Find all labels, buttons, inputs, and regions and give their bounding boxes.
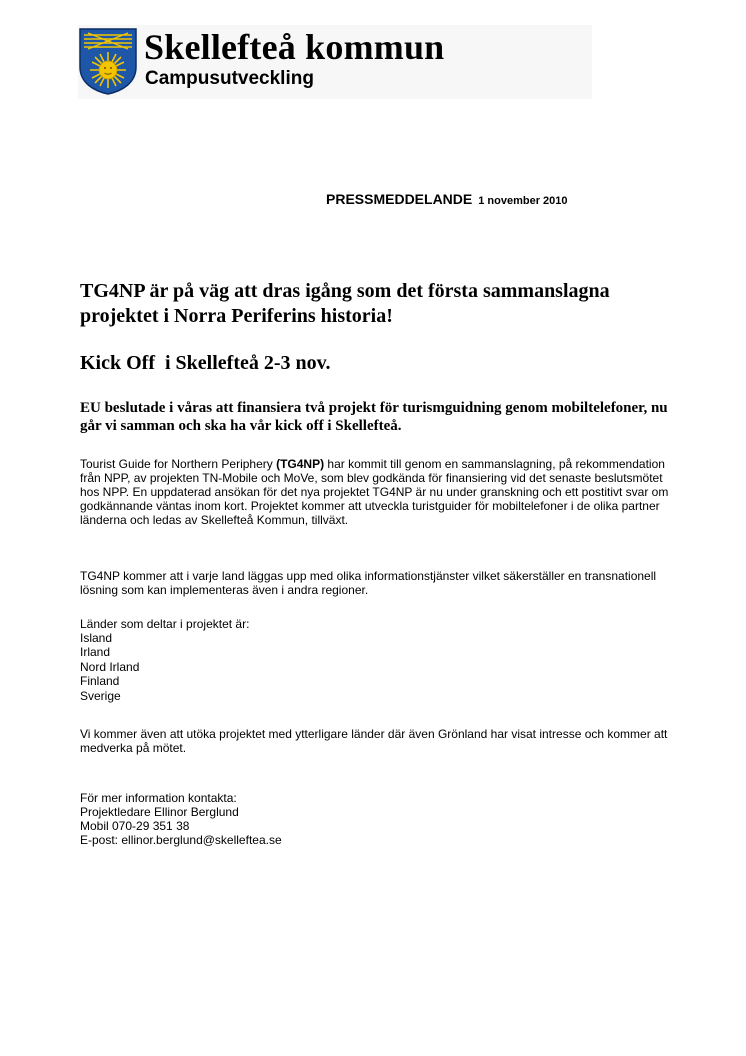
press-release-label: PRESSMEDDELANDE [326,191,473,207]
press-release-date: 1 november 2010 [478,195,568,207]
countries-intro: Länder som deltar i projektet är: [80,617,250,631]
subheadline: Kick Off i Skellefteå 2-3 nov. [80,352,331,374]
list-item: Irland [80,645,111,660]
sun-crest-icon [78,27,138,95]
list-item: Nord Irland [80,659,140,674]
paragraph-project-background [80,457,680,527]
paragraph-information-services: TG4NP kommer att i varje land läggas upp med olika informationstjänster vilket säkerställer en transnationell lösning som kan implementeras även i andra regioner. [80,569,657,597]
headline: TG4NP är på väg att dras igång som det första sammanslagna projektet i Norra Periferins historia! [80,280,610,327]
contact-email: E-post: ellinor.berglund@skelleftea.se [80,833,282,847]
contact-intro: För mer information kontakta: [80,791,237,805]
contact-block [80,791,680,847]
list-item: Island [80,631,113,645]
press-release-line [326,191,568,209]
countries-list [80,631,680,703]
paragraph1-rest: har kommit till genom en sammanslagning, på rekommendation från NPP, av projekten TN-Mobile och MoVe, som blev godkända för finansiering vid det senaste beslutsmötet hos NPP. En uppdaterad ansökan för det nya projektet TG4NP är nu under granskning och ett postitivt svar om godkännande väntas inom kort. Projektet kommer att utveckla turistguider för mobiltelefoner i de olika partner länderna och ledas av Skellefteå Kommun, tillväxt. [80,457,669,527]
contact-name: Projektledare Ellinor Berglund [80,805,239,819]
project-acronym: (TG4NP) [276,457,325,471]
paragraph-expansion: Vi kommer även att utöka projektet med ytterligare länder där även Grönland har visat intresse och kommer att medverka på mötet. [80,727,668,755]
contact-phone: Mobil 070-29 351 38 [80,819,190,833]
organization-name: Skellefteå kommun [144,27,445,67]
department-name: Campusutveckling [145,68,314,89]
lead-paragraph: EU beslutade i våras att finansiera två projekt för turismguidning genom mobiltelefoner, nu går vi samman och ska ha vår kick off i Skellefteå. [80,400,668,434]
list-item: Finland [80,674,120,689]
paragraph1-start: Tourist Guide for Northern Periphery [80,457,277,471]
list-item: Sverige [80,688,121,703]
